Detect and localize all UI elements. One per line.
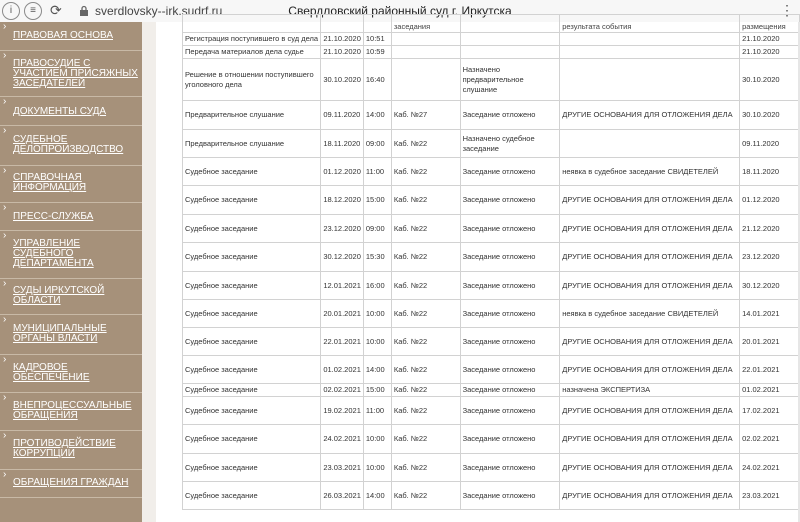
table-cell: Заседание отложено (460, 356, 560, 384)
sidebar-gutter (142, 22, 156, 522)
table-cell: 14:00 (363, 356, 391, 384)
table-cell: Регистрация поступившего в суд дела (183, 33, 321, 46)
table-cell: 30.10.2020 (321, 59, 364, 101)
sidebar-item-court-documents[interactable] (0, 97, 142, 126)
table-cell: ДРУГИЕ ОСНОВАНИЯ ДЛЯ ОТЛОЖЕНИЯ ДЕЛА (560, 186, 740, 215)
sidebar-item-label[interactable]: › ПРАВОВАЯ ОСНОВА (0, 22, 142, 41)
table-cell: 21.10.2020 (321, 46, 364, 59)
table-cell: Назначено судебное заседание (460, 130, 560, 158)
table-cell: назначена ЭКСПЕРТИЗА (560, 384, 740, 397)
table-row (183, 384, 800, 397)
table-body (183, 33, 800, 510)
reader-mode-icon[interactable]: ≡ (24, 2, 42, 20)
table-cell (391, 59, 460, 101)
table-cell: Заседание отложено (460, 328, 560, 356)
table-cell: Каб. №22 (391, 328, 460, 356)
table-cell: Судебное заседание (183, 243, 321, 272)
table-cell: 01.12.2020 (740, 186, 800, 215)
table-cell: Заседание отложено (460, 272, 560, 300)
more-menu-icon[interactable]: ⋮ (780, 2, 794, 18)
table-row (183, 186, 800, 215)
table-cell: 26.03.2021 (321, 482, 364, 510)
table-cell (560, 130, 740, 158)
case-events-table (182, 14, 800, 510)
table-row (183, 397, 800, 425)
table-cell: 15:00 (363, 384, 391, 397)
sidebar-item-irkutsk-courts[interactable] (0, 279, 142, 315)
table-cell: 23.12.2020 (740, 243, 800, 272)
table-cell: Предварительное слушание (183, 101, 321, 130)
table-row (183, 328, 800, 356)
table-cell: Заседание отложено (460, 101, 560, 130)
sidebar-item-label[interactable]: › ПРАВОСУДИЕ С УЧАСТИЕМ ПРИСЯЖНЫХ ЗАСЕДАТЕЛЕЙ (0, 51, 142, 89)
sidebar-item-label[interactable]: › ВНЕПРОЦЕССУАЛЬНЫЕ ОБРАЩЕНИЯ (0, 393, 142, 421)
table-cell: 30.12.2020 (321, 243, 364, 272)
table-cell: 18.11.2020 (740, 158, 800, 186)
table-cell: ДРУГИЕ ОСНОВАНИЯ ДЛЯ ОТЛОЖЕНИЯ ДЕЛА (560, 356, 740, 384)
sidebar-item-anti-corruption[interactable] (0, 431, 142, 470)
table-cell: 21.10.2020 (740, 46, 800, 59)
table-cell: 30.10.2020 (740, 59, 800, 101)
table-row (183, 356, 800, 384)
table-cell: Заседание отложено (460, 215, 560, 243)
sidebar-item-citizen-appeals[interactable] (0, 470, 142, 498)
table-cell: 01.12.2020 (321, 158, 364, 186)
table-cell: 22.01.2021 (740, 356, 800, 384)
table-cell: ДРУГИЕ ОСНОВАНИЯ ДЛЯ ОТЛОЖЕНИЯ ДЕЛА (560, 243, 740, 272)
table-cell: 21.12.2020 (740, 215, 800, 243)
main-content (156, 22, 800, 522)
table-cell (460, 46, 560, 59)
table-cell: Решение в отношении поступившего уголовного дела (183, 59, 321, 101)
table-cell: Заседание отложено (460, 454, 560, 482)
sidebar-item-label[interactable]: › ПРЕСС-СЛУЖБА (0, 203, 142, 222)
table-cell: Судебное заседание (183, 397, 321, 425)
table-cell: Заседание отложено (460, 300, 560, 328)
table-row (183, 46, 800, 59)
table-cell: Судебное заседание (183, 384, 321, 397)
table-cell: Каб. №27 (391, 101, 460, 130)
table-cell: 11:00 (363, 397, 391, 425)
reload-icon[interactable]: ⟳ (50, 2, 62, 18)
table-cell: 02.02.2021 (740, 425, 800, 454)
table-cell: ДРУГИЕ ОСНОВАНИЯ ДЛЯ ОТЛОЖЕНИЯ ДЕЛА (560, 272, 740, 300)
table-cell (391, 46, 460, 59)
table-cell: Каб. №22 (391, 243, 460, 272)
table-cell: 09:00 (363, 215, 391, 243)
table-row (183, 300, 800, 328)
table-cell: Судебное заседание (183, 158, 321, 186)
table-cell: 09:00 (363, 130, 391, 158)
table-row (183, 482, 800, 510)
table-cell: Заседание отложено (460, 384, 560, 397)
table-header-cell (321, 15, 364, 33)
table-cell: Судебное заседание (183, 215, 321, 243)
table-cell: Каб. №22 (391, 482, 460, 510)
table-row (183, 130, 800, 158)
table-cell: 14:00 (363, 101, 391, 130)
table-cell: 14.01.2021 (740, 300, 800, 328)
table-cell: ДРУГИЕ ОСНОВАНИЯ ДЛЯ ОТЛОЖЕНИЯ ДЕЛА (560, 482, 740, 510)
address-bar-url[interactable]: sverdlovsky--irk.sudrf.ru (95, 4, 223, 18)
table-cell: Каб. №22 (391, 272, 460, 300)
sidebar-item-label[interactable]: › МУНИЦИПАЛЬНЫЕ ОРГАНЫ ВЛАСТИ (0, 315, 142, 344)
table-cell (560, 46, 740, 59)
table-cell: 10:51 (363, 33, 391, 46)
table-header-row (183, 15, 800, 33)
table-cell: Заседание отложено (460, 243, 560, 272)
table-cell (460, 33, 560, 46)
table-cell: Заседание отложено (460, 482, 560, 510)
table-cell: ДРУГИЕ ОСНОВАНИЯ ДЛЯ ОТЛОЖЕНИЯ ДЕЛА (560, 397, 740, 425)
table-cell: 14:00 (363, 482, 391, 510)
table-cell: 23.03.2021 (740, 482, 800, 510)
table-cell: Каб. №22 (391, 130, 460, 158)
table-header-cell (363, 15, 391, 33)
table-cell: 20.01.2021 (321, 300, 364, 328)
sidebar-item-label[interactable]: › СУДЕБНОЕ ДЕЛОПРОИЗВОДСТВО (0, 126, 142, 155)
sidebar-item-press-service[interactable] (0, 203, 142, 231)
sidebar-item-reference-info[interactable] (0, 166, 142, 203)
sidebar-item-label[interactable]: › СУДЫ ИРКУТСКОЙ ОБЛАСТИ (0, 279, 142, 306)
table-row (183, 243, 800, 272)
table-cell: 09.11.2020 (740, 130, 800, 158)
sidebar-item-label[interactable]: › СПРАВОЧНАЯ ИНФОРМАЦИЯ (0, 166, 142, 193)
table-cell: 11:00 (363, 158, 391, 186)
table-row (183, 454, 800, 482)
table-cell: 10:00 (363, 300, 391, 328)
sidebar-item-label[interactable]: › ПРОТИВОДЕЙСТВИЕ КОРРУПЦИИ (0, 431, 142, 459)
table-cell: Судебное заседание (183, 272, 321, 300)
table-cell: 18.11.2020 (321, 130, 364, 158)
table-row (183, 101, 800, 130)
table-cell: 10:00 (363, 328, 391, 356)
table-cell: 10:59 (363, 46, 391, 59)
table-cell: Каб. №22 (391, 397, 460, 425)
table-row (183, 59, 800, 101)
sidebar-item-staffing[interactable] (0, 355, 142, 393)
table-cell: Судебное заседание (183, 300, 321, 328)
table-cell: Заседание отложено (460, 158, 560, 186)
sidebar-item-label[interactable]: › ДОКУМЕНТЫ СУДА (0, 97, 142, 117)
table-cell: 30.10.2020 (740, 101, 800, 130)
info-icon[interactable]: i (2, 2, 20, 20)
table-cell (560, 59, 740, 101)
table-cell: 24.02.2021 (321, 425, 364, 454)
table-cell: неявка в судебное заседание СВИДЕТЕЛЕЙ (560, 158, 740, 186)
table-cell: 20.01.2021 (740, 328, 800, 356)
table-cell: Заседание отложено (460, 425, 560, 454)
table-cell: 01.02.2021 (321, 356, 364, 384)
table-row (183, 33, 800, 46)
page-title: Свердловский районный суд г. Иркутска (288, 4, 512, 18)
table-cell: 16:00 (363, 272, 391, 300)
table-cell: 02.02.2021 (321, 384, 364, 397)
sidebar-item-label[interactable]: › УПРАВЛЕНИЕ СУДЕБНОГО ДЕПАРТАМЕНТА (0, 231, 142, 269)
table-cell: 10:00 (363, 425, 391, 454)
table-cell: 15:30 (363, 243, 391, 272)
table-cell: Судебное заседание (183, 454, 321, 482)
sidebar-item-case-management[interactable] (0, 126, 142, 166)
table-cell: Каб. №22 (391, 158, 460, 186)
table-cell: 23.12.2020 (321, 215, 364, 243)
table-cell: Каб. №22 (391, 384, 460, 397)
table-cell: ДРУГИЕ ОСНОВАНИЯ ДЛЯ ОТЛОЖЕНИЯ ДЕЛА (560, 425, 740, 454)
sidebar-menu (0, 22, 142, 522)
table-cell: 19.02.2021 (321, 397, 364, 425)
sidebar-item-label[interactable]: › ОБРАЩЕНИЯ ГРАЖДАН (0, 470, 142, 488)
table-cell: Судебное заседание (183, 482, 321, 510)
sidebar-item-extra-procedural-appeals[interactable] (0, 393, 142, 431)
sidebar-item-jury[interactable] (0, 51, 142, 97)
table-cell: Заседание отложено (460, 186, 560, 215)
sidebar-item-label[interactable]: › КАДРОВОЕ ОБЕСПЕЧЕНИЕ (0, 355, 142, 383)
sidebar-item-legal-basis[interactable] (0, 22, 142, 51)
table-header-cell (183, 15, 321, 33)
table-header-cell: размещения (740, 15, 800, 33)
table-cell: 22.01.2021 (321, 328, 364, 356)
table-cell: неявка в судебное заседание СВИДЕТЕЛЕЙ (560, 300, 740, 328)
table-cell: 10:00 (363, 454, 391, 482)
table-cell: 12.01.2021 (321, 272, 364, 300)
table-cell: ДРУГИЕ ОСНОВАНИЯ ДЛЯ ОТЛОЖЕНИЯ ДЕЛА (560, 101, 740, 130)
table-row (183, 158, 800, 186)
table-row (183, 425, 800, 454)
table-cell: Каб. №22 (391, 215, 460, 243)
table-cell: Передача материалов дела судье (183, 46, 321, 59)
table-header-cell: заседания (391, 15, 460, 33)
sidebar-item-judicial-department[interactable] (0, 231, 142, 279)
table-cell: Заседание отложено (460, 397, 560, 425)
table-cell: Каб. №22 (391, 356, 460, 384)
table-cell: 21.10.2020 (740, 33, 800, 46)
table-cell (391, 33, 460, 46)
table-cell: Каб. №22 (391, 425, 460, 454)
table-cell: 16:40 (363, 59, 391, 101)
table-cell: 23.03.2021 (321, 454, 364, 482)
table-cell: ДРУГИЕ ОСНОВАНИЯ ДЛЯ ОТЛОЖЕНИЯ ДЕЛА (560, 215, 740, 243)
table-cell (560, 33, 740, 46)
table-cell: Предварительное слушание (183, 130, 321, 158)
sidebar-item-municipal-authorities[interactable] (0, 315, 142, 355)
table-cell: Каб. №22 (391, 300, 460, 328)
table-cell: Судебное заседание (183, 186, 321, 215)
table-cell: 21.10.2020 (321, 33, 364, 46)
table-cell: 17.02.2021 (740, 397, 800, 425)
table-cell: Каб. №22 (391, 186, 460, 215)
table-cell: Судебное заседание (183, 425, 321, 454)
table-cell: Судебное заседание (183, 356, 321, 384)
table-row (183, 215, 800, 243)
table-cell: ДРУГИЕ ОСНОВАНИЯ ДЛЯ ОТЛОЖЕНИЯ ДЕЛА (560, 454, 740, 482)
table-header-cell (460, 15, 560, 33)
table-cell: Судебное заседание (183, 328, 321, 356)
table-cell: 09.11.2020 (321, 101, 364, 130)
table-cell: 01.02.2021 (740, 384, 800, 397)
table-cell: 30.12.2020 (740, 272, 800, 300)
table-row (183, 272, 800, 300)
table-cell: Каб. №22 (391, 454, 460, 482)
table-cell: 15:00 (363, 186, 391, 215)
table-cell: Назначено предварительное слушание (460, 59, 560, 101)
table-cell: 24.02.2021 (740, 454, 800, 482)
table-cell: ДРУГИЕ ОСНОВАНИЯ ДЛЯ ОТЛОЖЕНИЯ ДЕЛА (560, 328, 740, 356)
table-cell: 18.12.2020 (321, 186, 364, 215)
table-header-cell: результата события (560, 15, 740, 33)
